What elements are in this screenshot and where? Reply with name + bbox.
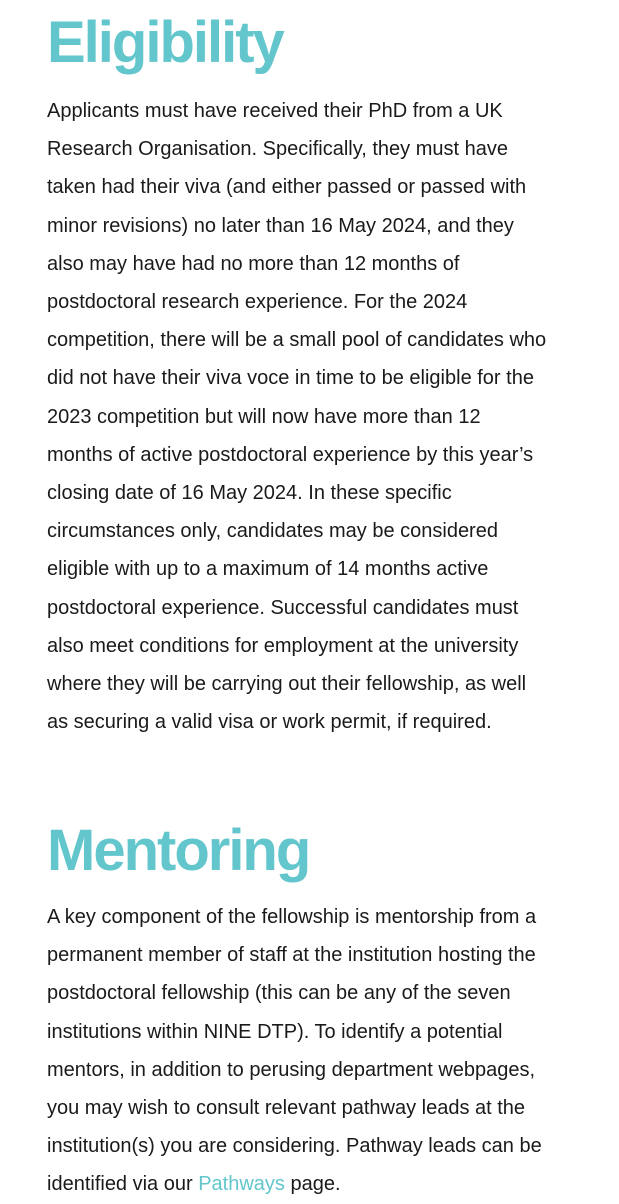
paragraph-line: you may wish to consult relevant pathway leads at the bbox=[47, 1097, 526, 1120]
paragraph-line: 2023 competition but will now have more than 12 bbox=[47, 405, 481, 428]
paragraph-line: Applicants must have received their PhD from a UK bbox=[47, 100, 503, 122]
paragraph-line: circumstances only, candidates may be considered bbox=[47, 520, 498, 543]
paragraph-line: institutions within NINE DTP). To identify a potential bbox=[47, 1020, 503, 1043]
paragraph-line: closing date of 16 May 2024. In these specific bbox=[47, 482, 452, 505]
paragraph-line: Research Organisation. Specifically, they must have bbox=[47, 138, 508, 161]
paragraph-line: months of active postdoctoral experience by this year’s bbox=[47, 443, 534, 466]
last-line-before-text: identified via our bbox=[47, 1173, 199, 1196]
eligibility-heading: Eligibility bbox=[47, 10, 283, 75]
eligibility-paragraph bbox=[47, 92, 592, 741]
mentoring-paragraph bbox=[47, 898, 592, 1204]
paragraph-line: postdoctoral fellowship (this can be any of the seven bbox=[47, 982, 511, 1005]
paragraph-line: permanent member of staff at the institution hosting the bbox=[47, 944, 536, 967]
mentoring-heading: Mentoring bbox=[47, 818, 310, 883]
paragraph-line: did not have their viva voce in time to be eligible for the bbox=[47, 367, 534, 390]
paragraph-line: competition, there will be a small pool of candidates who bbox=[47, 329, 547, 352]
paragraph-line: eligible with up to a maximum of 14 months active bbox=[47, 558, 489, 581]
paragraph-line: minor revisions) no later than 16 May 2024, and they bbox=[47, 214, 514, 237]
paragraph-line: where they will be carrying out their fellowship, as well bbox=[47, 673, 527, 696]
paragraph-line: postdoctoral experience. Successful candidates must bbox=[47, 596, 519, 619]
paragraph-line: mentors, in addition to perusing department webpages, bbox=[47, 1058, 536, 1081]
pathways-link[interactable]: Pathways bbox=[198, 1173, 285, 1196]
last-line-after-text: page. bbox=[284, 1173, 341, 1196]
paragraph-line: institution(s) you are considering. Pathway leads can be bbox=[47, 1135, 542, 1158]
paragraph-line: as securing a valid visa or work permit, if required. bbox=[47, 711, 492, 734]
paragraph-line: postdoctoral research experience. For the 2024 bbox=[47, 291, 468, 314]
paragraph-last-line bbox=[47, 1165, 592, 1203]
paragraph-line: taken had their viva (and either passed or passed with bbox=[47, 176, 527, 199]
paragraph-line: A key component of the fellowship is mentorship from a bbox=[47, 906, 537, 928]
paragraph-line: also may have had no more than 12 months of bbox=[47, 252, 460, 275]
paragraph-line: also meet conditions for employment at the university bbox=[47, 634, 519, 657]
